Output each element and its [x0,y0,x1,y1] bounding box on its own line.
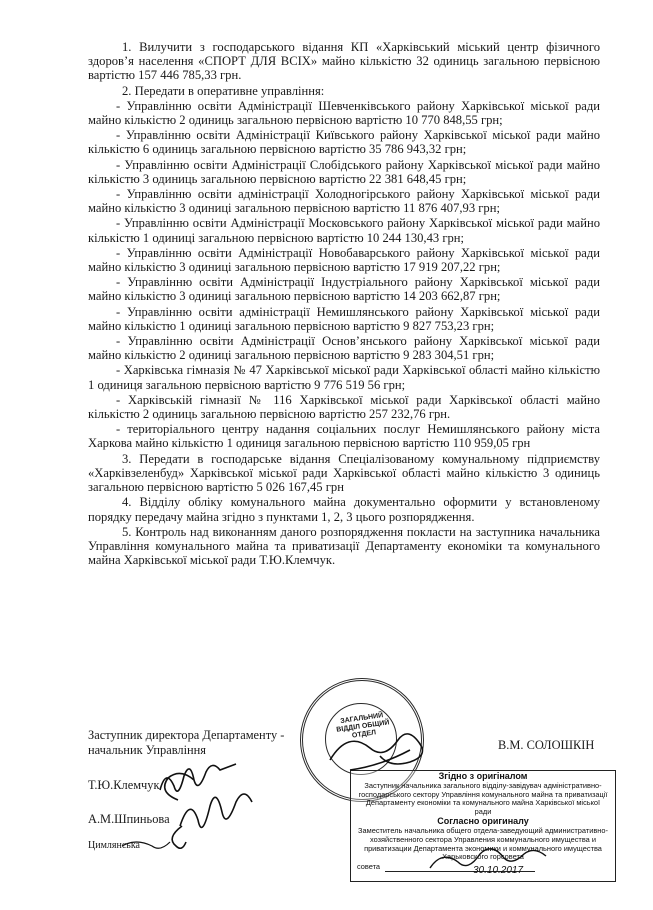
list-item-industrialnyi: - Управлінню освіти Адміністрації Індустріального району Харківської міської ради майно кількістю 3 одиниці загальною первісною вартістю 14 203 662,87 грн; [88,275,600,304]
stamp-body-ru: Заместитель начальника общего отдела-заведующий административно-хозяйственного сектора Управления коммунального имущества и приватизации Департамента экономики и коммунального имущества Харьковского горсовета [358,826,608,862]
stamp-label-council: совета [357,862,381,871]
signature-klemchuk [160,764,236,800]
list-item-kholodnohirskyi: - Управлінню освіти адміністрації Холодногірського району Харківської міської ради майно кількістю 3 одиниці загальною первісною вартістю 11 876 407,93 грн; [88,187,600,216]
list-item-slobidskyi: - Управлінню освіти Адміністрації Слобідського району Харківської міської ради майно кількістю 3 одиниць загальною первісною вартістю 22 381 648,45 грн; [88,157,600,186]
stamp-title-ru: Согласно оригиналу [437,816,529,827]
list-item-shevchenkivskyi: - Управлінню освіти Адміністрації Шевченківського району Харківської міської ради майно кількістю 2 одиниць загальною первісною вартістю 10 770 848,55 грн; [88,98,600,128]
paragraph-2: 2. Передати в оперативне управління: [122,83,325,98]
list-item-gymnasium-47: - Харківська гімназія № 47 Харківської міської ради Харківської області майно кількістю 1 одиниця загальною первісною вартістю 9 776 519 56 грн; [88,363,600,392]
paragraph-1: 1. Вилучити з господарського відання КП «Харківський міський центр фізичного здоров’я населення «СПОРТ ДЛЯ ВСІХ» майно кількістю 32 одиниць загальною первісною вартістю 157 446 785,33 грн. [88,40,600,83]
seal-text: ЗАГАЛЬНИЙ ВІДДІЛ ОБЩИЙ ОТДЕЛ [335,712,390,740]
list-item-social-center: - територіального центру надання соціальних послуг Немишлянського району міста Харкова майно кількістю 1 одиниця загальною первісною вартістю 110 959,05 грн [88,422,600,451]
list-item-gymnasium-116: - Харківській гімназії № 116 Харківської міської ради Харківської області майно кількістю 2 одиниць загальною первісною вартістю 257 232,76 грн. [88,392,600,422]
paragraph-5: 5. Контроль над виконанням даного розпорядження покласти на заступника начальника Управління комунального майна та приватизації Департаменту економіки та комунального майна Харківської міської ради Т.Ю.Клемчук. [88,524,600,568]
signer-position-line2: начальник Управління [88,743,206,757]
director-name: В.М. СОЛОШКІН [498,738,595,752]
approver-shpynova: А.М.Шпиньова [88,812,170,826]
stamp-title-ua: Згідно з оригіналом [438,771,528,781]
stamp-body-ua: Заступник начальника загального відділу-завідувач адміністративно-господарського сектору Управління комунального майна та приватизації Департаменту економіки та комунального майна Харківської міської ради [358,781,608,816]
list-item-nemyshlianskyi: - Управлінню освіти адміністрації Немишлянського району Харківської міської ради майно кількістю 1 одиниці загальною первісною вартістю 9 827 753,23 грн; [88,304,600,333]
list-item-novobavarskyi: - Управлінню освіти Адміністрації Новобаварського району Харківської міської ради майно кількістю 3 одиниці загальною первісною вартістю 17 919 207,22 грн; [88,245,600,275]
list-item-kyivskyi: - Управлінню освіти Адміністрації Київського району Харківської міської ради майно кількістю 6 одиниць загальною первісною вартістю 35 786 943,32 грн; [88,128,600,157]
approver-tsymlianska: Цимлянська [88,840,140,851]
list-item-moskovskyi: - Управлінню освіти Адміністрації Московського району Харківської міської ради майно кількістю 1 одиниці загальною первісною вартістю 10 244 130,43 грн; [88,216,600,245]
list-item-osnovianskyi: - Управлінню освіти Адміністрації Основ’янського району Харківської міської ради майно кількістю 2 одиниці загальною первісною вартістю 9 283 304,51 грн; [88,334,600,363]
certified-copy-stamp [350,770,616,882]
document-body [88,40,600,568]
paragraph-3: 3. Передати в господарське відання Спеціалізованому комунальному підприємству «Харківзеленбуд» Харківської міської ради Харківської області майно кількістю 3 одиниць загальною первісною вартістю 5 026 167,45 грн [88,451,600,495]
signature-shpynova [172,794,252,848]
stamp-date: 30.10.2017 [473,865,524,876]
paragraph-4: 4. Відділу обліку комунального майна документально оформити у встановленому порядку передачу майна згідно з пунктами 1, 2, 3 цього розпорядження. [88,495,600,524]
signer-position-line1: Заступник директора Департаменту - [88,728,285,742]
approver-klemchuk: Т.Ю.Клемчук [88,778,160,792]
